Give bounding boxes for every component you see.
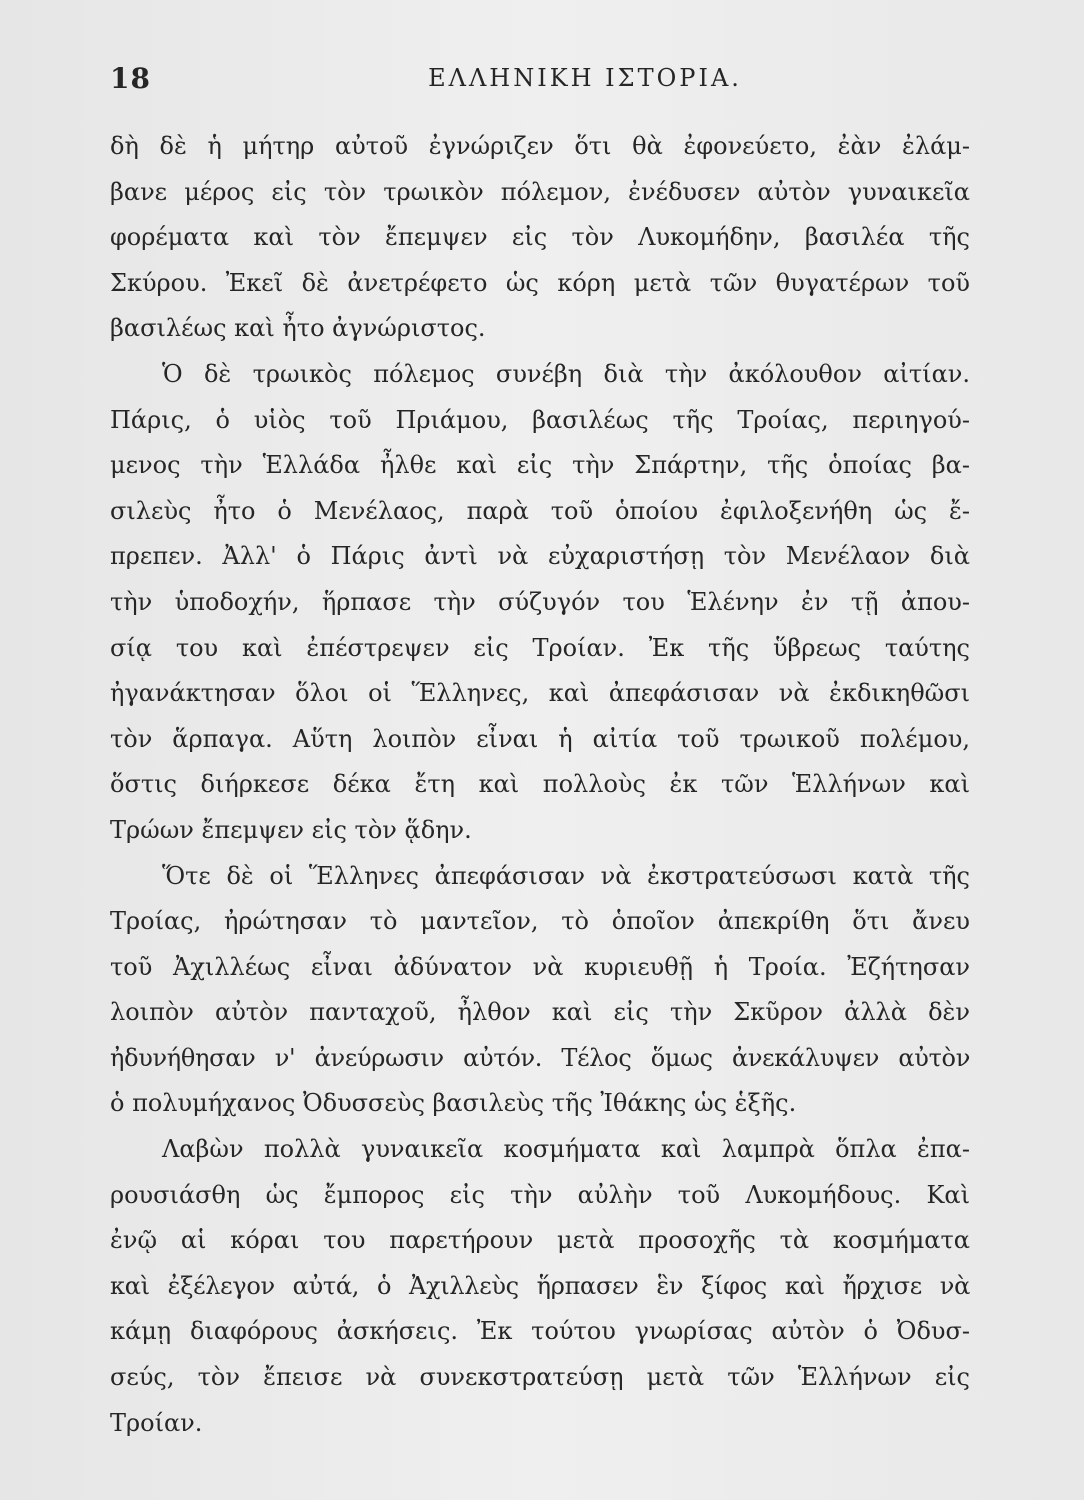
text-line: τὴν ὑποδοχήν, ἥρπασε τὴν σύζυγόν του Ἑλένην ἐν τῇ ἀπου- — [110, 587, 970, 616]
text-line: βανε μέρος εἰς τὸν τρωικὸν πόλεμον, ἐνέδυσεν αὐτὸν γυναικεῖα — [110, 177, 970, 206]
text-line: Τρώων ἔπεμψεν εἰς τὸν ᾅδην. — [110, 815, 472, 844]
text-line: κάμῃ διαφόρους ἀσκήσεις. Ἐκ τούτου γνωρίσας αὐτὸν ὁ Ὀδυσ- — [110, 1317, 970, 1346]
text-line: ἐνῷ αἱ κόραι του παρετήρουν μετὰ προσοχῆς τὰ κοσμήματα — [110, 1226, 970, 1255]
text-line: Τροίας, ἠρώτησαν τὸ μαντεῖον, τὸ ὁποῖον ἀπεκρίθη ὅτι ἄνευ — [110, 907, 970, 936]
text-line: Λαβὼν πολλὰ γυναικεῖα κοσμήματα καὶ λαμπρὰ ὅπλα ἐπα- — [162, 1135, 970, 1164]
text-line: σιλεὺς ἦτο ὁ Μενέλαος, παρὰ τοῦ ὁποίου ἐφιλοξενήθη ὡς ἔ- — [110, 496, 970, 525]
text-line: Ὁ δὲ τρωικὸς πόλεμος συνέβη διὰ τὴν ἀκόλουθον αἰτίαν. — [162, 359, 970, 388]
text-line: ὁ πολυμήχανος Ὀδυσσεὺς βασιλεὺς τῆς Ἰθάκης ὡς ἑξῆς. — [110, 1089, 797, 1118]
text-line: Τροίαν. — [110, 1408, 203, 1437]
text-line: σίᾳ του καὶ ἐπέστρεψεν εἰς Τροίαν. Ἐκ τῆς ὕβρεως ταύτης — [110, 633, 970, 662]
text-line: σεύς, τὸν ἔπεισε νὰ συνεκστρατεύσῃ μετὰ τῶν Ἑλλήνων εἰς — [110, 1363, 970, 1392]
text-line: ρουσιάσθη ὡς ἔμπορος εἰς τὴν αὐλὴν τοῦ Λυκομήδους. Καὶ — [110, 1180, 970, 1209]
text-line: τὸν ἅρπαγα. Αὕτη λοιπὸν εἶναι ἡ αἰτία τοῦ τρωικοῦ πολέμου, — [110, 724, 970, 753]
text-line: ὅστις διήρκεσε δέκα ἔτη καὶ πολλοὺς ἐκ τῶν Ἑλλήνων καὶ — [110, 770, 970, 799]
body-text — [110, 124, 970, 1446]
text-line: βασιλέως καὶ ἦτο ἀγνώριστος. — [110, 314, 486, 343]
text-line: λοιπὸν αὐτὸν πανταχοῦ, ἦλθον καὶ εἰς τὴν Σκῦρον ἀλλὰ δὲν — [110, 998, 970, 1027]
text-line: ἠγανάκτησαν ὅλοι οἱ Ἕλληνες, καὶ ἀπεφάσισαν νὰ ἐκδικηθῶσι — [110, 679, 970, 708]
text-line: πρεπεν. Ἀλλ' ὁ Πάρις ἀντὶ νὰ εὐχαριστήσῃ τὸν Μενέλαον διὰ — [110, 542, 970, 571]
text-line: Σκύρου. Ἐκεῖ δὲ ἀνετρέφετο ὡς κόρη μετὰ τῶν θυγατέρων τοῦ — [110, 268, 970, 297]
text-line: καὶ ἐξέλεγον αὐτά, ὁ Ἀχιλλεὺς ἥρπασεν ἓν ξίφος καὶ ἤρχισε νὰ — [110, 1271, 970, 1300]
text-line: φορέματα καὶ τὸν ἔπεμψεν εἰς τὸν Λυκομήδην, βασιλέα τῆς — [110, 223, 970, 252]
text-line: Πάρις, ὁ υἱὸς τοῦ Πριάμου, βασιλέως τῆς Τροίας, περιηγού- — [110, 405, 970, 434]
page-header — [110, 62, 970, 106]
text-line: τοῦ Ἀχιλλέως εἶναι ἀδύνατον νὰ κυριευθῇ ἡ Τροία. Ἐζήτησαν — [110, 952, 970, 981]
text-line: ἠδυνήθησαν ν' ἀνεύρωσιν αὐτόν. Τέλος ὅμως ἀνεκάλυψεν αὐτὸν — [110, 1043, 970, 1072]
running-title: ΕΛΛΗΝΙΚΗ ΙΣΤΟΡΙΑ. — [428, 64, 742, 92]
text-line: μενος τὴν Ἑλλάδα ἦλθε καὶ εἰς τὴν Σπάρτην, τῆς ὁποίας βα- — [110, 451, 970, 480]
page-number: 18 — [110, 62, 151, 95]
text-line: δὴ δὲ ἡ μήτηρ αὐτοῦ ἐγνώριζεν ὅτι θὰ ἐφονεύετο, ἐὰν ἐλάμ- — [110, 132, 970, 160]
text-line: Ὅτε δὲ οἱ Ἕλληνες ἀπεφάσισαν νὰ ἐκστρατεύσωσι κατὰ τῆς — [162, 861, 970, 890]
